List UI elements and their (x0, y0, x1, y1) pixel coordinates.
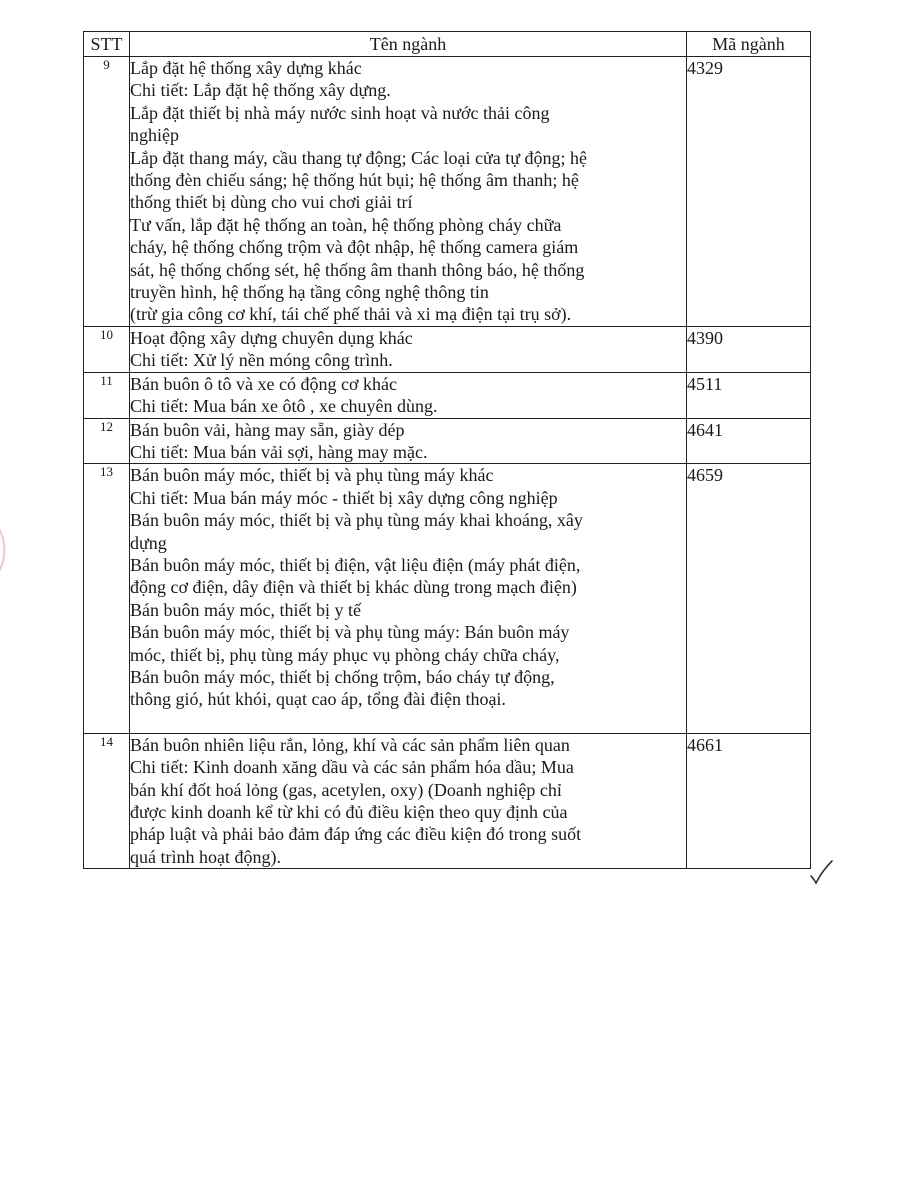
row-name-line: Lắp đặt hệ thống xây dựng khác (130, 58, 362, 78)
table-row (84, 57, 811, 327)
table-header-row (84, 32, 811, 57)
row-stt: 14 (84, 733, 130, 868)
row-name-line: pháp luật và phải bảo đảm đáp ứng các điều kiện đó trong suốt (130, 824, 582, 845)
table-row (84, 372, 811, 418)
row-name-line: Bán buôn máy móc, thiết bị chống trộm, báo cháy tự động, (130, 666, 555, 687)
row-name-line: Chi tiết: Kinh doanh xăng dầu và các sản phẩm hóa dầu; Mua (130, 757, 574, 778)
row-code: 4659 (687, 464, 811, 733)
business-lines-table (83, 31, 811, 869)
row-code: 4329 (687, 57, 811, 327)
row-name-line: được kinh doanh kể từ khi có đủ điều kiện theo quy định của (130, 802, 568, 822)
row-name-cell (130, 372, 687, 418)
row-name-line: Bán buôn máy móc, thiết bị và phụ tùng máy khác (130, 465, 494, 486)
table-row (84, 464, 811, 733)
row-stt: 10 (84, 326, 130, 372)
row-name-line: Tư vấn, lắp đặt hệ thống an toàn, hệ thống phòng cháy chữa (130, 214, 562, 235)
row-code: 4390 (687, 326, 811, 372)
row-name-cell (130, 418, 687, 464)
row-code: 4661 (687, 733, 811, 868)
row-code: 4641 (687, 418, 811, 464)
row-name-line: thống thiết bị dùng cho vui chơi giải trí (130, 192, 413, 213)
row-name-line: thông gió, hút khói, quạt cao áp, tổng đài điện thoại. (130, 689, 506, 710)
row-name-line: cháy, hệ thống chống trộm và đột nhập, hệ thống camera giám (130, 237, 579, 258)
header-name: Tên ngành (130, 32, 687, 57)
table-row (84, 326, 811, 372)
row-name-line: động cơ điện, dây điện và thiết bị khác dùng trong mạch điện) (130, 577, 577, 598)
row-name-line: dựng (130, 532, 167, 553)
table-row (84, 733, 811, 868)
row-name-line: móc, thiết bị, phụ tùng máy phục vụ phòng cháy chữa cháy, (130, 644, 560, 665)
row-name-line: Lắp đặt thiết bị nhà máy nước sinh hoạt và nước thải công (130, 102, 550, 123)
row-name-line: Bán buôn máy móc, thiết bị và phụ tùng máy: Bán buôn máy (130, 622, 570, 643)
row-name-line: Bán buôn nhiên liệu rắn, lỏng, khí và các sản phẩm liên quan (130, 734, 570, 755)
row-name-line: truyền hình, hệ thống hạ tầng công nghệ thông tin (130, 282, 489, 303)
row-name-line: quá trình hoạt động). (130, 846, 281, 867)
row-name-line: Chi tiết: Mua bán máy móc - thiết bị xây dựng công nghiệp (130, 487, 558, 508)
row-name-line: Bán buôn máy móc, thiết bị điện, vật liệu điện (máy phát điện, (130, 554, 581, 575)
row-name-cell (130, 733, 687, 868)
row-stt: 12 (84, 418, 130, 464)
row-stt: 13 (84, 464, 130, 733)
row-blank-space (130, 711, 686, 733)
row-name-line: Chi tiết: Lắp đặt hệ thống xây dựng. (130, 80, 391, 101)
row-stt: 11 (84, 372, 130, 418)
table-row (84, 418, 811, 464)
table-body (84, 57, 811, 869)
row-name-line: nghiệp (130, 125, 179, 146)
row-name-cell (130, 57, 687, 327)
row-code: 4511 (687, 372, 811, 418)
row-name-line: Bán buôn máy móc, thiết bị y tế (130, 599, 361, 620)
row-name-line: bán khí đốt hoá lỏng (gas, acetylen, oxy) (Doanh nghiệp chỉ (130, 779, 562, 800)
row-name-cell (130, 464, 687, 733)
row-name-line: Chi tiết: Mua bán xe ôtô , xe chuyên dùng. (130, 396, 438, 417)
header-stt: STT (84, 32, 130, 57)
row-name-line: Lắp đặt thang máy, cầu thang tự động; Các loại cửa tự động; hệ (130, 147, 587, 168)
row-name-line: Chi tiết: Xử lý nền móng công trình. (130, 350, 393, 371)
row-name-line: (trừ gia công cơ khí, tái chế phế thải và xi mạ điện tại trụ sở). (130, 304, 572, 325)
red-stamp-edge (0, 505, 30, 595)
handwritten-check-mark (808, 858, 834, 886)
row-name-line: Chi tiết: Mua bán vải sợi, hàng may mặc. (130, 441, 428, 462)
row-name-line: sát, hệ thống chống sét, hệ thống âm thanh thông báo, hệ thống (130, 259, 585, 280)
row-stt: 9 (84, 57, 130, 327)
row-name-cell (130, 326, 687, 372)
row-name-line: Bán buôn ô tô và xe có động cơ khác (130, 373, 397, 394)
row-name-line: Bán buôn máy móc, thiết bị và phụ tùng máy khai khoáng, xây (130, 510, 583, 531)
row-name-line: thống đèn chiếu sáng; hệ thống hút bụi; hệ thống âm thanh; hệ (130, 170, 579, 191)
header-code: Mã ngành (687, 32, 811, 57)
row-name-line: Hoạt động xây dựng chuyên dụng khác (130, 327, 413, 348)
row-name-line: Bán buôn vải, hàng may sẵn, giày dép (130, 419, 405, 440)
